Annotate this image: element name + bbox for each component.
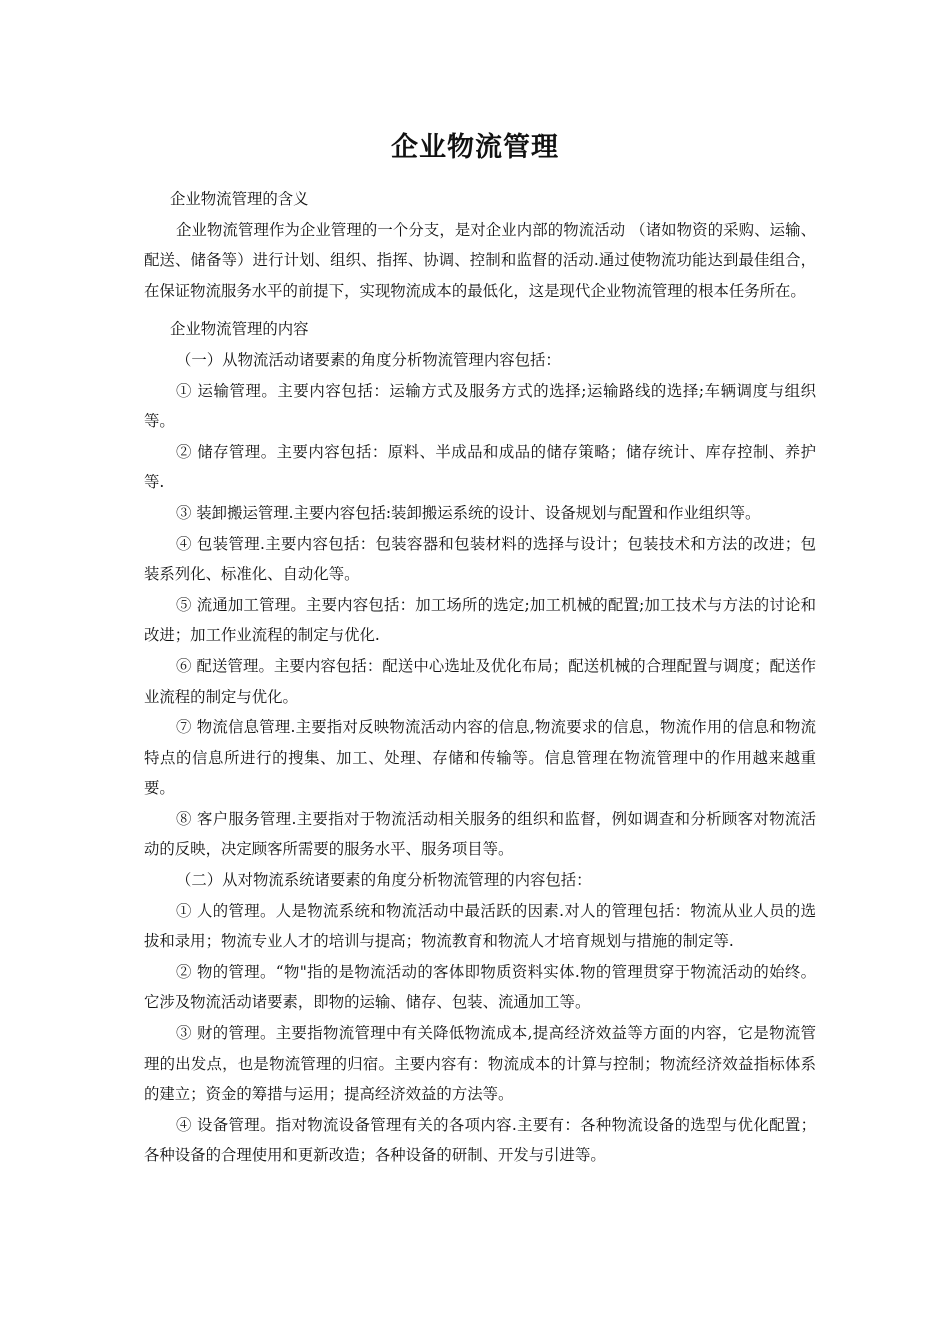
document-body <box>144 184 816 1171</box>
list-item: ② 物的管理。“物"指的是物流活动的客体即物质资料实体.物的管理贯穿于物流活动的始终。它涉及物流活动诸要素，即物的运输、储存、包装、流通加工等。 <box>144 962 816 1012</box>
list-item: ④ 设备管理。指对物流设备管理有关的各项内容.主要有：各种物流设备的选型与优化配置；各种设备的合理使用和更新改造；各种设备的研制、开发与引进等。 <box>144 1115 816 1165</box>
list-item: ⑦ 物流信息管理.主要指对反映物流活动内容的信息,物流要求的信息，物流作用的信息和物流特点的信息所进行的搜集、加工、处理、存储和传输等。信息管理在物流管理中的作用越来越重要。 <box>144 718 816 798</box>
list-item: ⑧ 客户服务管理.主要指对于物流活动相关服务的组织和监督，例如调查和分析顾客对物流活动的反映，决定顾客所需要的服务水平、服务项目等。 <box>144 809 816 859</box>
section-heading-content: 企业物流管理的内容 <box>170 320 309 339</box>
part2-intro: （二）从对物流系统诸要素的角度分析物流管理的内容包括： <box>176 871 592 890</box>
list-item: ② 储存管理。主要内容包括：原料、半成品和成品的储存策略；储存统计、库存控制、养护等. <box>144 442 816 492</box>
paragraph-meaning: 企业物流管理作为企业管理的一个分支，是对企业内部的物流活动 （诸如物资的采购、运输、配送、储备等）进行计划、组织、指挥、协调、控制和监督的活动.通过使物流功能达到最佳组合，在保证物流服务水平的前提下，实现物流成本的最低化，这是现代企业物流管理的根本任务所在。 <box>144 220 816 300</box>
list-item: ① 运输管理。主要内容包括：运输方式及服务方式的选择;运输路线的选择;车辆调度与组织等。 <box>144 381 816 431</box>
list-item: ③ 财的管理。主要指物流管理中有关降低物流成本,提高经济效益等方面的内容，它是物流管理的出发点，也是物流管理的归宿。主要内容有：物流成本的计算与控制；物流经济效益指标体系的建立；资金的筹措与运用；提高经济效益的方法等。 <box>144 1024 816 1104</box>
list-item: ① 人的管理。人是物流系统和物流活动中最活跃的因素.对人的管理包括：物流从业人员的选拔和录用；物流专业人才的培训与提高；物流教育和物流人才培育规划与措施的制定等. <box>144 901 816 951</box>
list-item: ③ 装卸搬运管理.主要内容包括:装卸搬运系统的设计、设备规划与配置和作业组织等。 <box>176 503 761 522</box>
part1-intro: （一）从物流活动诸要素的角度分析物流管理内容包括： <box>176 350 561 369</box>
section-heading-meaning: 企业物流管理的含义 <box>170 190 309 208</box>
list-item: ⑤ 流通加工管理。主要内容包括：加工场所的选定;加工机械的配置;加工技术与方法的讨论和改进；加工作业流程的制定与优化. <box>144 595 816 645</box>
document-title: 企业物流管理 <box>391 132 559 163</box>
section-gap <box>144 306 816 314</box>
list-item: ④ 包装管理.主要内容包括：包装容器和包装材料的选择与设计；包装技术和方法的改进；包装系列化、标准化、自动化等。 <box>144 534 816 584</box>
list-item: ⑥ 配送管理。主要内容包括：配送中心选址及优化布局；配送机械的合理配置与调度；配送作业流程的制定与优化。 <box>144 656 816 706</box>
